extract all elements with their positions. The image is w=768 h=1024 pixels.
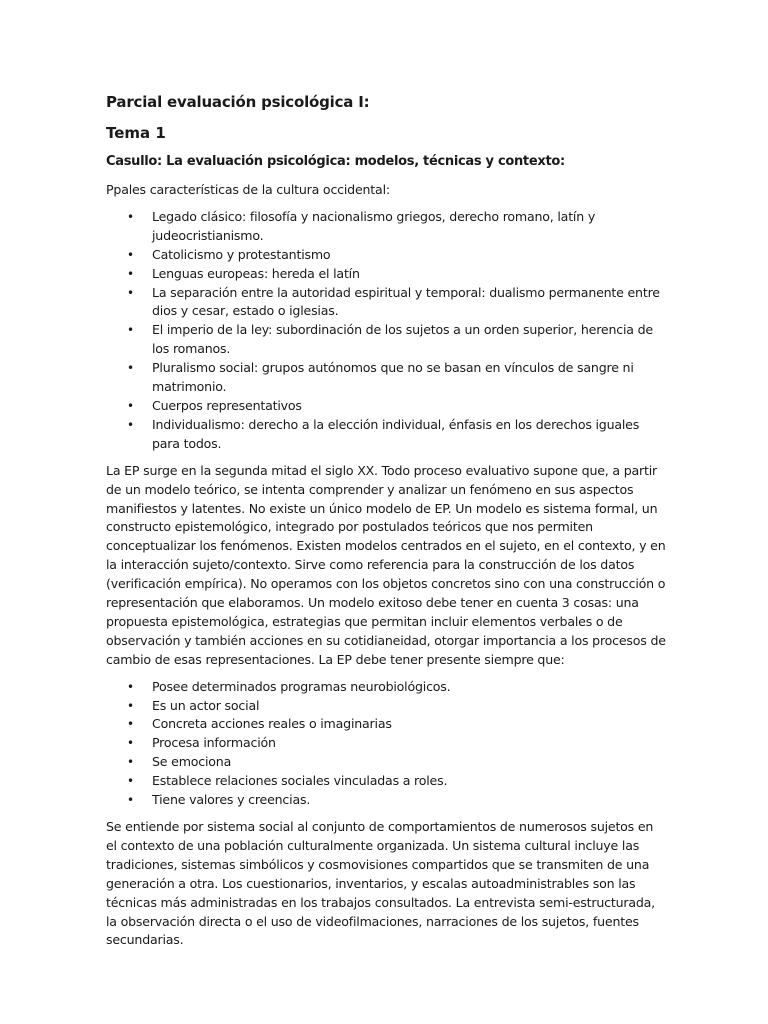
culture-characteristics-list bbox=[106, 208, 666, 454]
list-item bbox=[106, 265, 666, 284]
document-page bbox=[106, 92, 666, 950]
list-item-text: El imperio de la ley: subordinación de los sujetos a un orden superior, herencia de los romanos. bbox=[152, 322, 653, 357]
bullet-icon: • bbox=[127, 361, 134, 376]
bullet-icon: • bbox=[127, 285, 134, 300]
list-item-text: Establece relaciones sociales vinculadas a roles. bbox=[152, 773, 448, 789]
body-paragraph: La EP surge en la segunda mitad el siglo XX. Todo proceso evaluativo supone que, a partir de un modelo teórico, se intenta comprender y analizar un fenómeno en sus aspectos manifiestos y latentes. No existe un único modelo de EP. Un modelo es sistema formal, un constructo epistemológico, integrado por postulados teóricos que nos permiten conceptualizar los fenómenos. Existen modelos centrados en el sujeto, en el contexto, y en la interacción sujeto/contexto. Sirve como referencia para la construcción de los datos (verificación empírica). No operamos con los objetos concretos sino con una construcción o representación que elaboramos. Un modelo exitoso debe tener en cuenta 3 cosas: una propuesta epistemológica, estrategias que permitan incluir elementos verbales o de observación y también acciones en su cotidianeidad, otorgar importancia a los procesos de cambio de esas representaciones. La EP debe tener presente siempre que: bbox=[106, 462, 666, 667]
list-item bbox=[106, 208, 666, 246]
bullet-icon: • bbox=[127, 793, 134, 808]
list-item-text: La separación entre la autoridad espiritual y temporal: dualismo permanente entre dios y cesar, estado o iglesias. bbox=[152, 284, 660, 319]
bullet-icon: • bbox=[127, 398, 134, 413]
list-item bbox=[106, 246, 666, 265]
list-item-text: Pluralismo social: grupos autónomos que no se basan en vínculos de sangre ni matrimonio. bbox=[152, 360, 634, 395]
list-item bbox=[106, 397, 666, 416]
list-item-text: Procesa información bbox=[152, 735, 276, 751]
intro-paragraph: Ppales características de la cultura occidental: bbox=[106, 182, 390, 197]
bullet-icon: • bbox=[127, 323, 134, 338]
bullet-icon: • bbox=[127, 717, 134, 732]
body-paragraph: Se entiende por sistema social al conjunto de comportamientos de numerosos sujetos en el contexto de una población culturalmente organizada. Un sistema cultural incluye las tradiciones, sistemas simbólicos y cosmovisiones compartidos que se transmiten de una generación a otra. Los cuestionarios, inventarios, y escalas autoadministrables son las técnicas más administradas en los trabajos consultados. La entrevista semi-estructurada, la observación directa o el uso de videofilmaciones, narraciones de los sujetos, fuentes secundarias. bbox=[106, 819, 655, 948]
list-item-text: Individualismo: derecho a la elección individual, énfasis en los derechos iguales para todos. bbox=[152, 416, 640, 451]
list-item-text: Posee determinados programas neurobiológicos. bbox=[152, 678, 451, 694]
list-item bbox=[106, 678, 666, 697]
list-item-text: Lenguas europeas: hereda el latín bbox=[152, 265, 360, 281]
list-item bbox=[106, 753, 666, 772]
bullet-icon: • bbox=[127, 679, 134, 694]
bullet-icon: • bbox=[127, 209, 134, 224]
section-heading: Tema 1 bbox=[106, 124, 166, 142]
subsection-heading: Casullo: La evaluación psicológica: modelos, técnicas y contexto: bbox=[106, 154, 565, 169]
list-item-text: Catolicismo y protestantismo bbox=[152, 246, 331, 262]
list-item-text: Concreta acciones reales o imaginarias bbox=[152, 716, 392, 732]
ep-considerations-list bbox=[106, 678, 666, 810]
list-item-text: Cuerpos representativos bbox=[152, 397, 302, 413]
bullet-icon: • bbox=[127, 266, 134, 281]
list-item bbox=[106, 321, 666, 359]
bullet-icon: • bbox=[127, 755, 134, 770]
bullet-icon: • bbox=[127, 698, 134, 713]
list-item bbox=[106, 416, 666, 454]
list-item-text: Es un actor social bbox=[152, 697, 260, 713]
bullet-icon: • bbox=[127, 417, 134, 432]
list-item bbox=[106, 697, 666, 716]
list-item-text: Legado clásico: filosofía y nacionalismo griegos, derecho romano, latín y judeocristianismo. bbox=[152, 208, 596, 243]
bullet-icon: • bbox=[127, 736, 134, 751]
list-item bbox=[106, 791, 666, 810]
bullet-icon: • bbox=[127, 774, 134, 789]
list-item bbox=[106, 772, 666, 791]
bullet-icon: • bbox=[127, 247, 134, 262]
document-title: Parcial evaluación psicológica I: bbox=[106, 93, 370, 111]
list-item bbox=[106, 734, 666, 753]
list-item bbox=[106, 359, 666, 397]
list-item-text: Se emociona bbox=[152, 754, 232, 770]
list-item bbox=[106, 715, 666, 734]
list-item bbox=[106, 284, 666, 322]
list-item-text: Tiene valores y creencias. bbox=[152, 792, 311, 808]
